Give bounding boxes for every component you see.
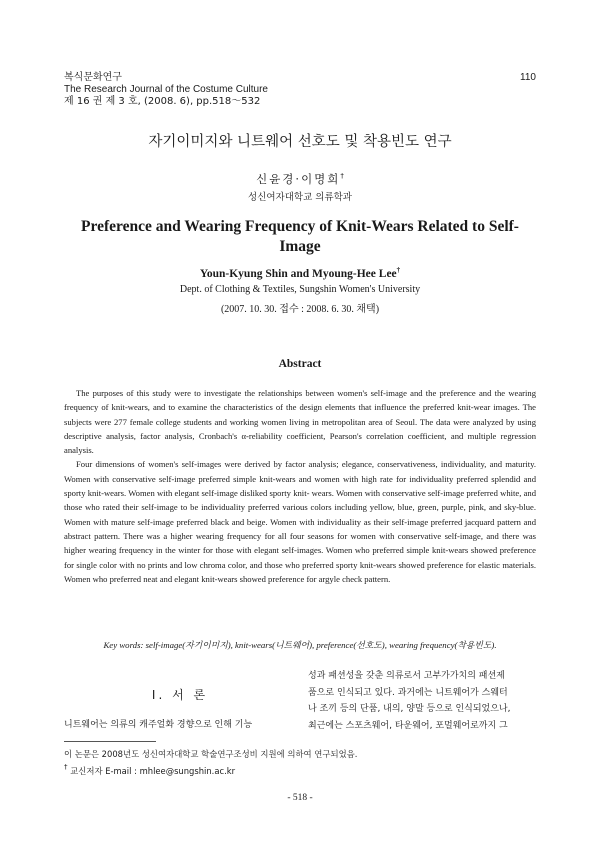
dagger-mark: † (340, 172, 344, 180)
footnote-funding: 이 논문은 2008년도 성신여자대학교 학술연구조성비 지원에 의하여 연구되었음. (64, 749, 358, 759)
authors-korean (0, 171, 600, 187)
journal-info (64, 72, 268, 108)
footnote-email: 교신저자 E-mail : mhlee@sungshin.ac.kr (70, 765, 236, 776)
keywords: Key words: self-image(자기이미지), knit-wears(니트웨어), preference(선호도), wearing frequency(착용빈도). (103, 640, 497, 650)
abstract-paragraph-2: Four dimensions of women's self-images were derived by factor analysis; elegance, conservativeness, individuality, and maturity. Women with conservative self-image preferred simple knit-wears and women with high rate for individuality preferred splendid and sporty knit-wears. Women with elegant self-image disliked sporty knit- wears. Women with conservative self-image preferred white, and those who rated their self-image to be individuality preferred various colors including yellow, blue, green, purple, pink, and sky-blue. Women with mature self-image preferred black and beige. Women with individuality as their self-image preferred jacquard pattern and abstract pattern. There was a higher wearing frequency for all four seasons for women with conservative self-image, and there was higher wearing frequency in the winter for those with elegant self-images. Women who preferred simple knit-wears showed preference for single color with no prints and low chroma color, and those who preferred sporty knit-wears showed preference for elastic materials. Women who preferred neat and elegant knit-wears showed preference for argyle check pattern. (64, 459, 536, 584)
footer-page-number: - 518 - (287, 793, 313, 803)
dagger-mark: † (64, 762, 68, 771)
title-korean: 자기이미지와 니트웨어 선호도 및 착용빈도 연구 (148, 134, 452, 150)
body-line: 니트웨어는 의류의 캐주얼화 경향으로 인해 기능 (64, 720, 253, 730)
body-right-column (308, 668, 536, 734)
abstract-heading: Abstract (278, 358, 322, 370)
body-line: 품으로 인식되고 있다. 과거에는 니트웨어가 스웨터 (308, 687, 508, 698)
affiliation-korean: 성신여자대학교 의류학과 (248, 192, 352, 203)
footnote-corresponding-author (64, 761, 357, 778)
footnotes (64, 748, 357, 777)
received-accepted-dates: (2007. 10. 30. 접수 : 2008. 6. 30. 채택) (220, 304, 380, 315)
journal-volume: 제 16 권 제 3 호, (2008. 6), pp.518～532 (64, 96, 261, 107)
title-english: Preference and Wearing Frequency of Knit-Wears Related to Self-Image (81, 218, 519, 255)
body-line: 최근에는 스포츠웨어, 타운웨어, 포멀웨어로까지 그 (308, 720, 508, 731)
journal-name-en: The Research Journal of the Costume Culture (64, 84, 268, 95)
abstract-body (64, 386, 536, 586)
body-left-column (64, 718, 296, 732)
department-english: Dept. of Clothing & Textiles, Sungshin Women's University (179, 284, 421, 295)
abstract-paragraph-1: The purposes of this study were to investigate the relationships between women's self-image and the preference and the wearing frequency of knit-wears, and to examine the characteristics of the design elements that influence the preferred knit-wear images. The subjects were 277 female college students and working women living in metropolitan area of Seoul. The data were analyzed by using descriptive analysis, factor analysis, Cronbach's α-reliability coefficient, Pearson's correlation coefficient, and multiple regression analysis. (64, 388, 536, 456)
header-page-number: 110 (520, 72, 536, 83)
authors-english (0, 266, 600, 280)
body-line: 성과 패션성을 갖춘 의류로서 고부가가치의 패션제 (308, 671, 505, 681)
footnote-divider (64, 741, 156, 742)
dagger-mark: † (396, 266, 401, 274)
body-line: 나 조끼 등의 단품, 내의, 양말 등으로 인식되었으나, (308, 704, 511, 714)
authors-english-names: Youn-Kyung Shin and Myoung-Hee Lee (199, 268, 397, 280)
journal-name-ko: 복식문화연구 (64, 72, 122, 83)
authors-korean-names: 신윤경·이명희 (256, 172, 341, 186)
section-heading-introduction: Ⅰ. 서 론 (151, 688, 209, 702)
